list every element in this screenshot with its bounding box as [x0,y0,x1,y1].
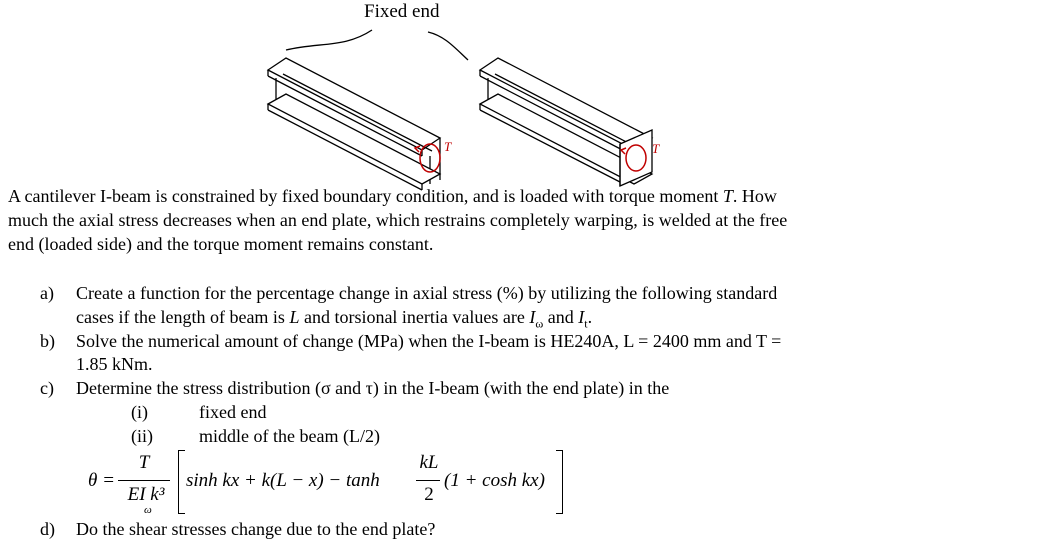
item-b-line1: Solve the numerical amount of change (MPa) when the I-beam is HE240A, L = 2400 mm and T = [76,331,782,351]
beam-right [480,58,652,186]
item-a-end: . [587,307,593,327]
item-d-marker: d) [40,519,55,539]
fixed-end-label: Fixed end [364,1,440,22]
equation-bracket-left [178,450,185,514]
item-a-line1: Create a function for the percentage change in axial stress (%) by utilizing the following standard [76,283,778,303]
equation-kl-numerator: kL [419,452,439,473]
warping-inertia-symbol: I [529,307,536,327]
equation-fraction-bar [118,480,170,481]
item-b-marker: b) [40,331,55,351]
equation-denominator-subscript: ω [144,504,152,516]
equation-fraction-numerator: T [138,452,150,473]
item-c-marker: c) [40,378,54,398]
item-b-line2: 1.85 kNm. [76,354,153,374]
torsional-subscript: t [584,316,588,331]
item-a-text: cases if the length of beam is [76,307,290,327]
item-c-i-text: fixed end [199,402,267,422]
item-c-ii-text: middle of the beam (L/2) [199,426,380,446]
leader-line-left [286,30,372,50]
item-a-mid: and torsional inertia values are [299,307,530,327]
item-c-line1: Determine the stress distribution (σ and τ) in the I-beam (with the end plate) in the [76,378,670,398]
intro-text: A cantilever I-beam is constrained by fixed boundary condition, and is loaded with torque moment [8,186,723,206]
intro-text-end: . How [732,186,777,206]
leader-line-right [428,32,468,60]
item-c-i-marker: (i) [131,402,148,422]
warping-subscript: ω [535,316,544,331]
equation-kl-bar [416,480,440,481]
item-d-text: Do the shear stresses change due to the end plate? [76,519,436,539]
equation-bracket-right [556,450,563,514]
equation-body-part1: sinh kx + k(L − x) − tanh [186,470,380,491]
beams-illustration [0,0,1054,200]
item-a-marker: a) [40,283,54,303]
torque-label-right: T [652,141,660,156]
item-c-ii-marker: (ii) [131,426,153,446]
equation-body-part2: (1 + cosh kx) [444,470,545,491]
problem-intro-line1 [8,185,777,208]
problem-intro-line2: much the axial stress decreases when an end plate, which restrains completely warping, is welded at the free [8,210,788,230]
equation-kl-denominator: 2 [424,484,434,505]
problem-intro-line3: end (loaded side) and the torque moment remains constant. [8,234,434,254]
beam-left [268,58,440,190]
item-a-and: and [543,307,579,327]
intro-torque-symbol: T [722,186,733,206]
equation-lhs: θ = [88,470,115,491]
equation-fraction-denominator: EI k³ [127,484,165,505]
torsional-inertia-symbol: I [578,307,585,327]
torque-label-left: T [444,139,452,154]
length-symbol: L [289,307,300,327]
